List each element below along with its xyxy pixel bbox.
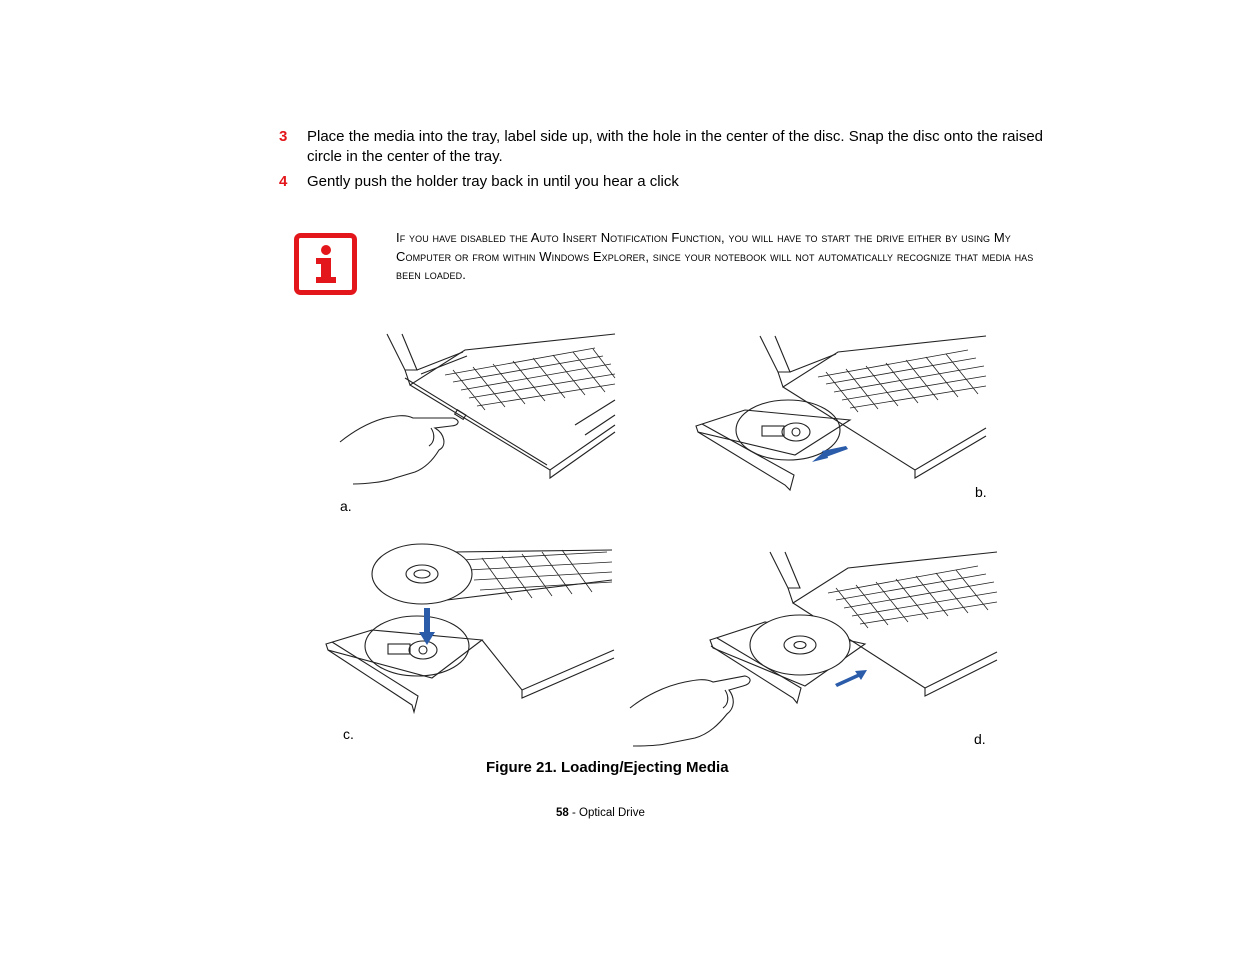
info-icon bbox=[294, 233, 358, 296]
step-text: Gently push the holder tray back in until you hear a click bbox=[307, 173, 679, 190]
panel-label-a: a. bbox=[340, 498, 352, 514]
eject-arrow-icon bbox=[810, 442, 850, 466]
footer-section: - Optical Drive bbox=[568, 807, 645, 819]
figure-caption: Figure 21. Loading/Ejecting Media bbox=[486, 759, 729, 776]
panel-label-b: b. bbox=[975, 484, 987, 500]
figure-panel-c bbox=[322, 540, 617, 715]
figure-panel-d bbox=[625, 548, 1000, 748]
figure-panel-b bbox=[690, 330, 990, 495]
step-number: 3 bbox=[279, 128, 288, 145]
page-number: 58 bbox=[556, 807, 569, 819]
note-text: If you have disabled the Auto Insert Notification Function, you will have to start the drive either by using My Computer or from within Windows Explorer, since your notebook will not automatically recognize that media has been loaded. bbox=[396, 230, 1034, 282]
panel-label-c: c. bbox=[343, 726, 354, 742]
insert-arrow-icon bbox=[833, 668, 869, 688]
panel-label-d: d. bbox=[974, 731, 986, 747]
step-text: Place the media into the tray, label side up, with the hole in the center of the disc. Snap the disc onto the raised circle in the center of the tray. bbox=[307, 128, 1044, 165]
step-number: 4 bbox=[279, 173, 288, 190]
figure-panel-a bbox=[335, 330, 620, 495]
page-footer bbox=[556, 807, 645, 819]
down-arrow-icon bbox=[417, 608, 437, 646]
